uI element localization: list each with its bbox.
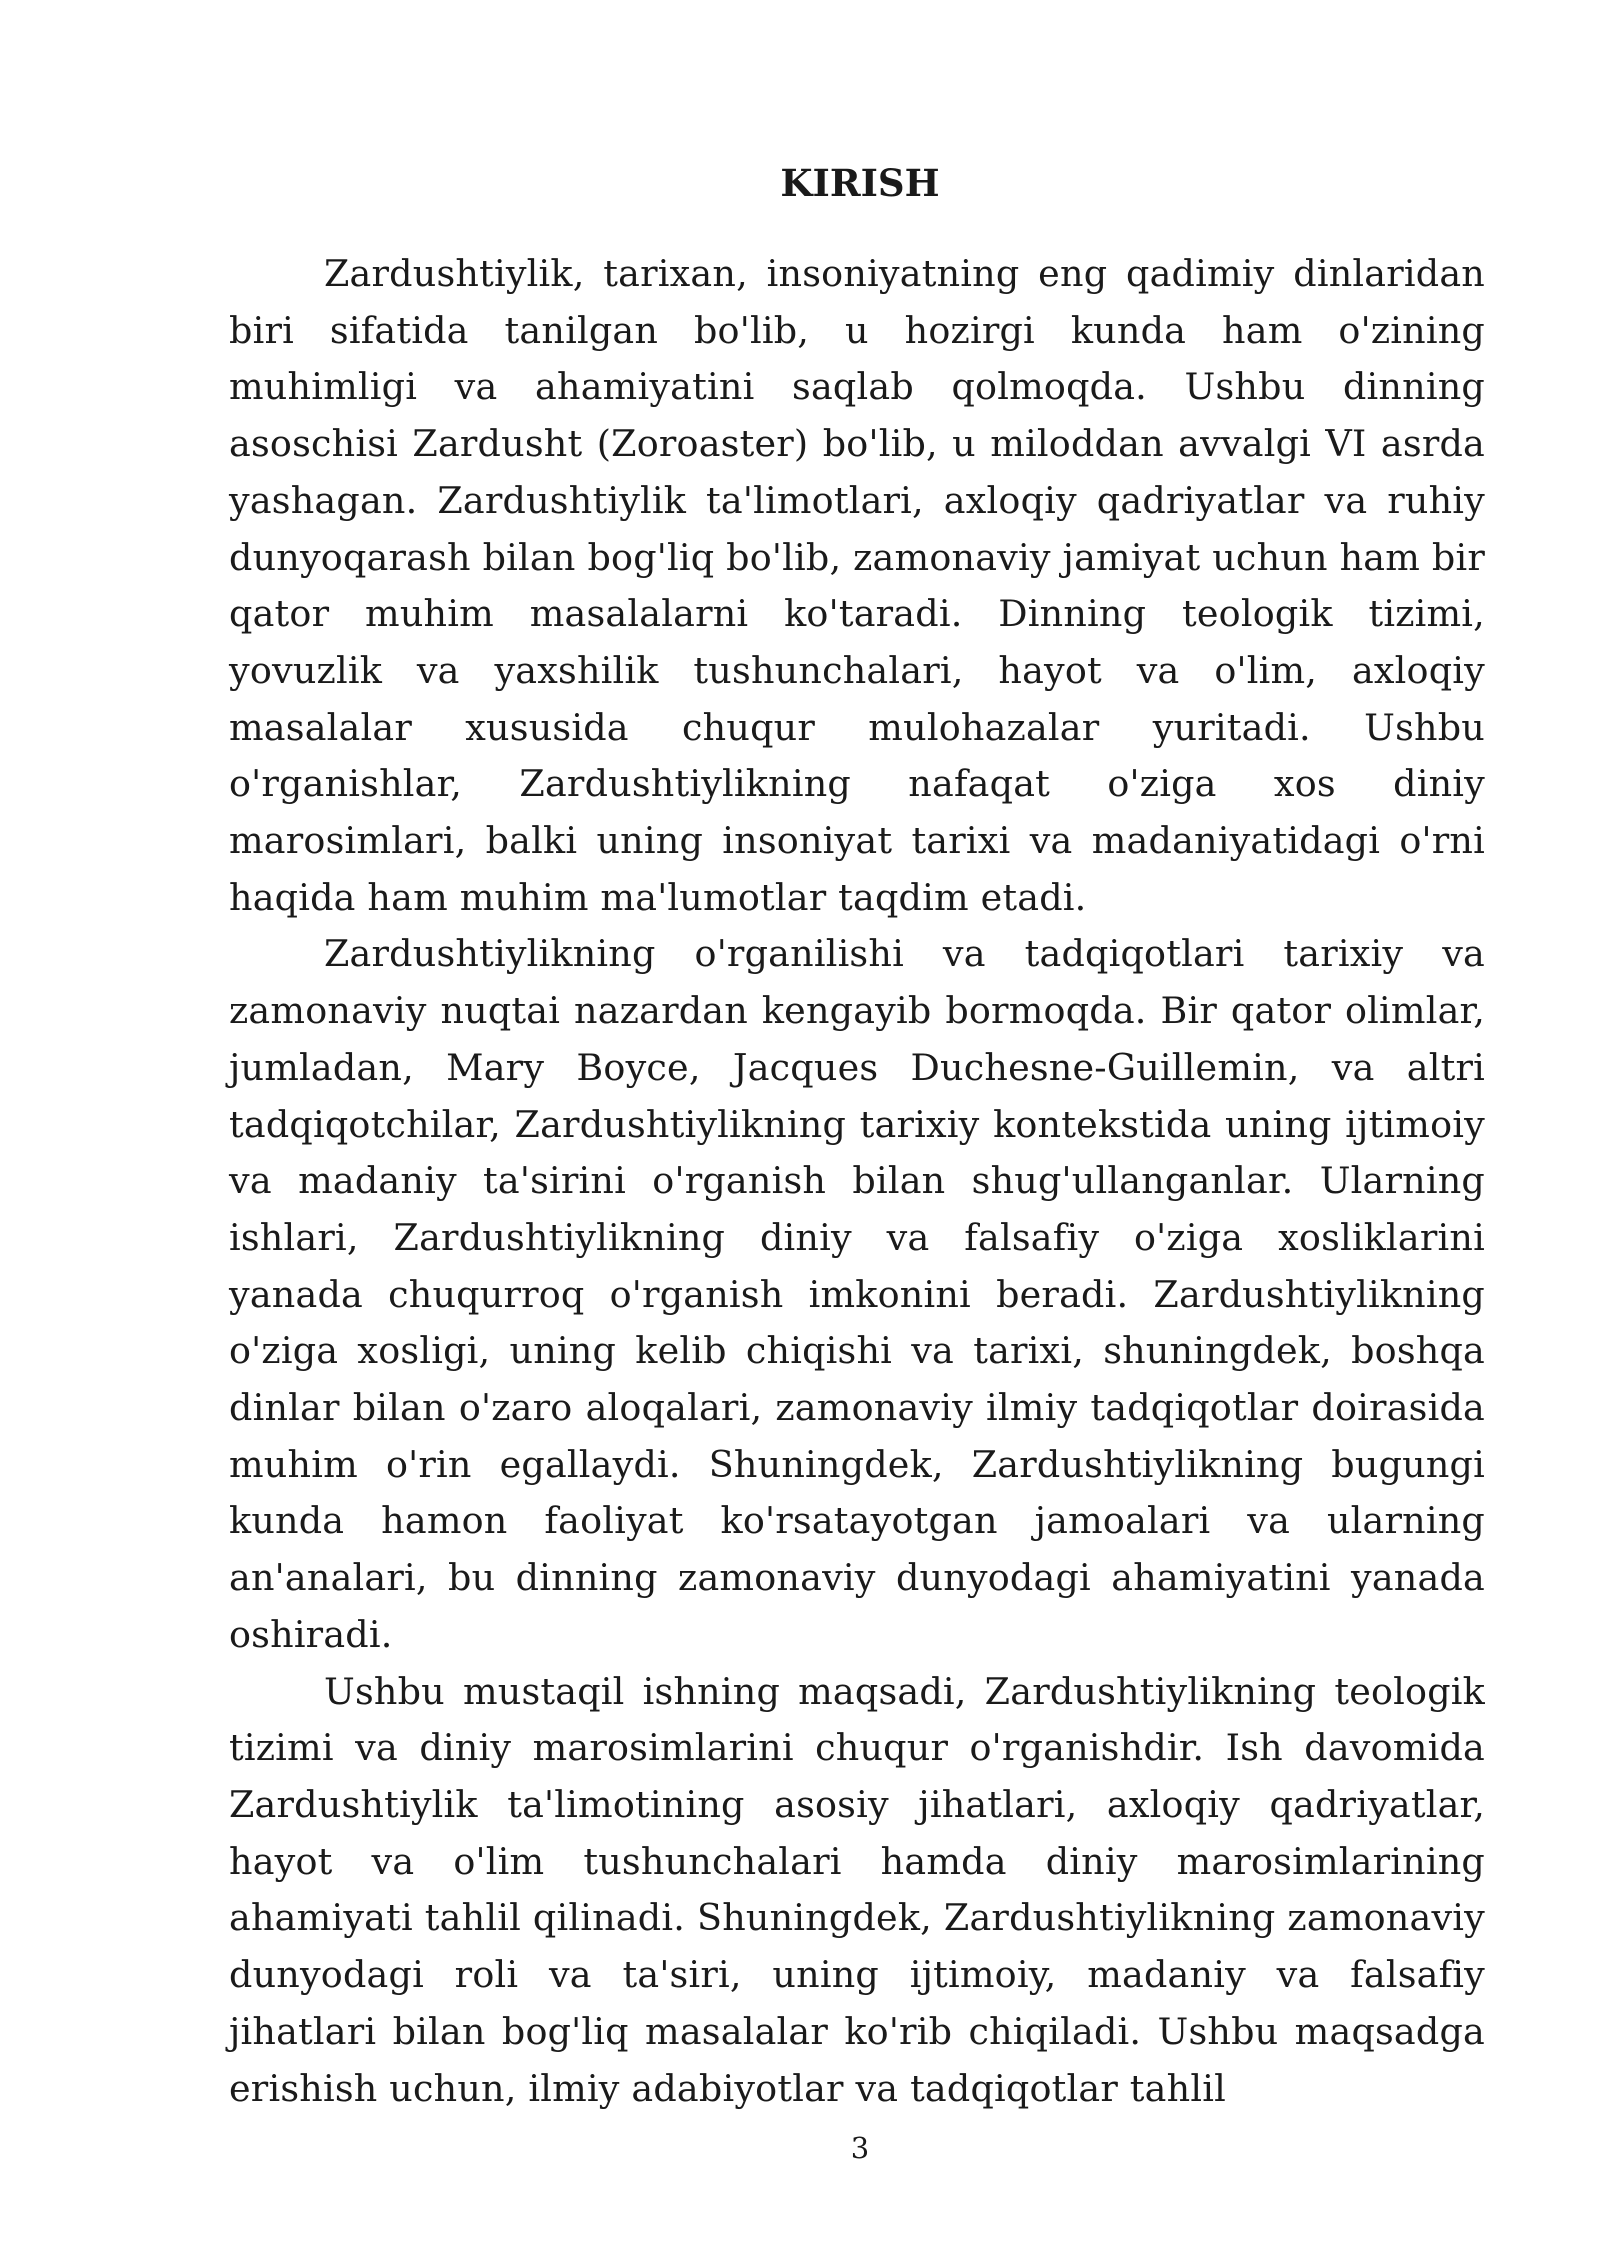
paragraph-2: Zardushtiylikning o'rganilishi va tadqiqotlari tarixiy va zamonaviy nuqtai nazardan kengayib bormoqda. Bir qator olimlar, jumladan, Mary Boyce, Jacques Duchesne-Guillemin, va altri tadqiqotchilar, Zardushtiylikning tarixiy kontekstida uning ijtimoiy va madaniy ta'sirini o'rganish bilan shug'ullanganlar. Ularning ishlari, Zardushtiylikning diniy va falsafiy o'ziga xosliklarini yanada chuqurroq o'rganish imkonini beradi. Zardushtiylikning o'ziga xosligi, uning kelib chiqishi va tarixi, shuningdek, boshqa dinlar bilan o'zaro aloqalari, zamonaviy ilmiy tadqiqotlar doirasida muhim o'rin egallaydi. Shuningdek, Zardushtiylikning bugungi kunda hamon faoliyat ko'rsatayotgan jamoalari va ularning an'analari, bu dinning zamonaviy dunyodagi ahamiyatini yanada oshiradi.: [229, 932, 1485, 1656]
page-title: KIRISH: [780, 161, 940, 205]
body-text: [229, 246, 1485, 2117]
page-number: 3: [850, 2131, 870, 2165]
paragraph-3: Ushbu mustaqil ishning maqsadi, Zardushtiylikning teologik tizimi va diniy marosimlarini chuqur o'rganishdir. Ish davomida Zardushtiylik ta'limotining asosiy jihatlari, axloqiy qadriyatlar, hayot va o'lim tushunchalari hamda diniy marosimlarining ahamiyati tahlil qilinadi. Shuningdek, Zardushtiylikning zamonaviy dunyodagi roli va ta'siri, uning ijtimoiy, madaniy va falsafiy jihatlari bilan bog'liq masalalar ko'rib chiqiladi. Ushbu maqsadga erishish uchun, ilmiy adabiyotlar va tadqiqotlar tahlil: [229, 1669, 1485, 2110]
paragraph-1: Zardushtiylik, tarixan, insoniyatning eng qadimiy dinlaridan biri sifatida tanilgan bo'lib, u hozirgi kunda ham o'zining muhimligi va ahamiyatini saqlab qolmoqda. Ushbu dinning asoschisi Zardusht (Zoroaster) bo'lib, u miloddan avvalgi VI asrda yashagan. Zardushtiylik ta'limotlari, axloqiy qadriyatlar va ruhiy dunyoqarash bilan bog'liq bo'lib, zamonaviy jamiyat uchun ham bir qator muhim masalalarni ko'taradi. Dinning teologik tizimi, yovuzlik va yaxshilik tushunchalari, hayot va o'lim, axloqiy masalalar xususida chuqur mulohazalar yuritadi. Ushbu o'rganishlar, Zardushtiylikning nafaqat o'ziga xos diniy marosimlari, balki uning insoniyat tarixi va madaniyatidagi o'rni haqida ham muhim ma'lumotlar taqdim etadi.: [229, 252, 1485, 919]
